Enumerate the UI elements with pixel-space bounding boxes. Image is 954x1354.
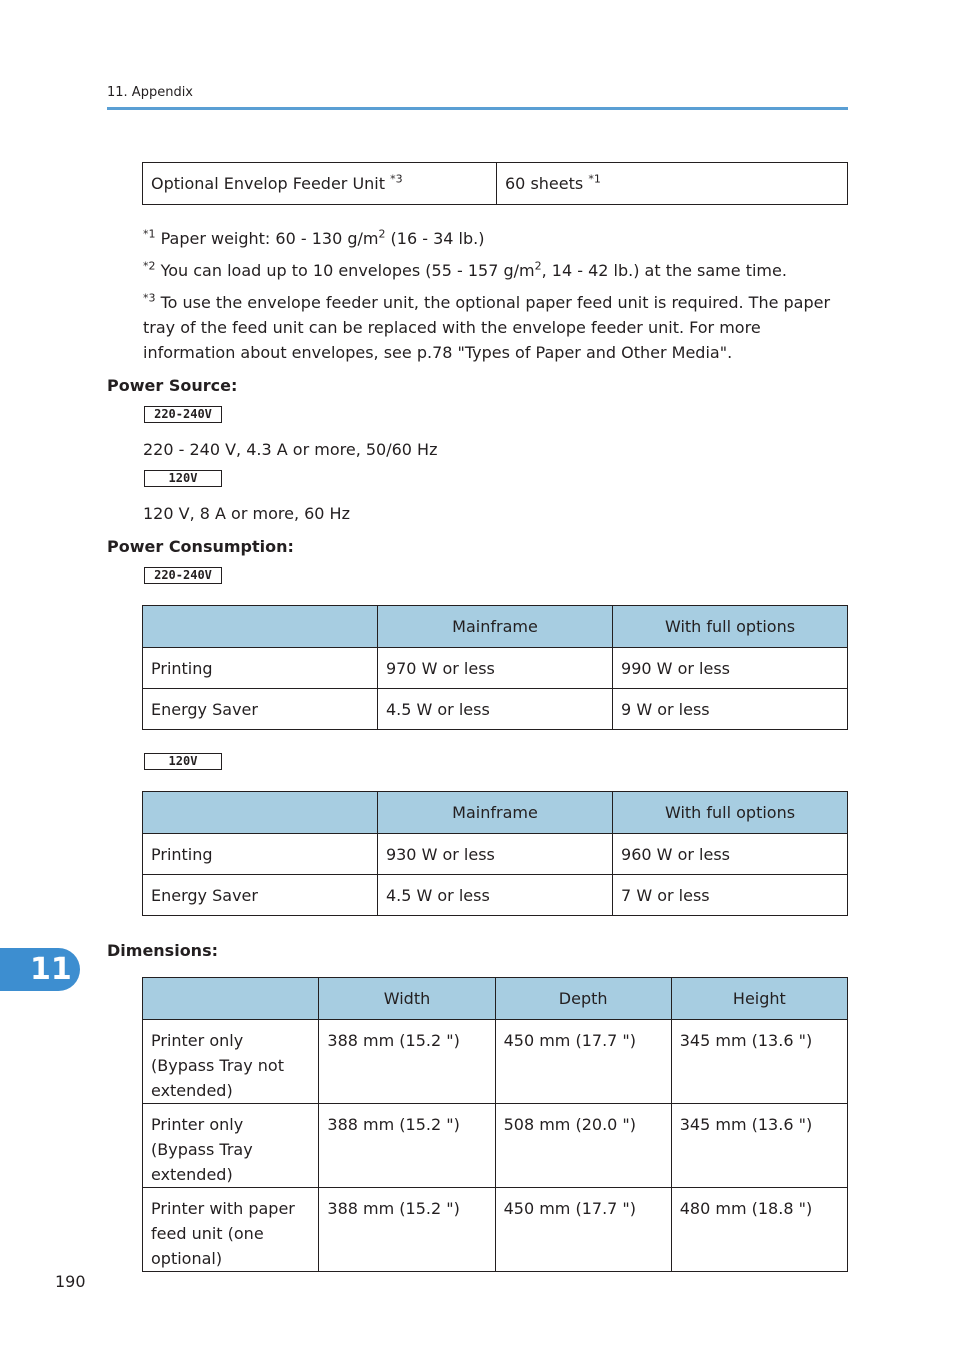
footnote-text: (16 - 34 lb.) — [385, 229, 485, 248]
row-label: Energy Saver — [143, 689, 378, 730]
footnote-mark: *1 — [588, 172, 601, 186]
table-row — [143, 689, 848, 730]
page-number: 190 — [55, 1272, 86, 1291]
dimensions-heading: Dimensions: — [107, 941, 218, 960]
cell-width: 388 mm (15.2 ") — [319, 1020, 495, 1104]
table-header-row — [143, 978, 848, 1020]
envelope-feeder-table — [142, 162, 848, 205]
table-header-row — [143, 606, 848, 648]
header-cell-mainframe: Mainframe — [377, 792, 612, 834]
footnote-1 — [143, 226, 853, 251]
cell-full-options: 9 W or less — [613, 689, 848, 730]
cell-width: 388 mm (15.2 ") — [319, 1104, 495, 1188]
table-cell — [143, 163, 497, 205]
power-source-220-text: 220 - 240 V, 4.3 A or more, 50/60 Hz — [143, 440, 438, 459]
table-row — [143, 163, 848, 205]
footnote-mark: *3 — [143, 291, 156, 305]
table-row — [143, 1020, 848, 1104]
power-consumption-heading: Power Consumption: — [107, 537, 294, 556]
row-label: Printer only (Bypass Tray extended) — [143, 1104, 319, 1188]
breadcrumb: 11. Appendix — [107, 85, 193, 100]
cell-depth: 508 mm (20.0 ") — [495, 1104, 671, 1188]
header-cell-empty — [143, 606, 378, 648]
row-label: Printer with paper feed unit (one optional) — [143, 1188, 319, 1272]
cell-height: 345 mm (13.6 ") — [671, 1020, 847, 1104]
superscript: 2 — [378, 227, 386, 241]
table-row — [143, 1104, 848, 1188]
chapter-tab: 11 — [0, 948, 80, 991]
cell-width: 388 mm (15.2 ") — [319, 1188, 495, 1272]
power-source-120-text: 120 V, 8 A or more, 60 Hz — [143, 504, 350, 523]
cell-mainframe: 970 W or less — [377, 648, 612, 689]
cell-depth: 450 mm (17.7 ") — [495, 1020, 671, 1104]
table-row — [143, 648, 848, 689]
footnote-mark: *3 — [390, 172, 403, 186]
table-header-row — [143, 792, 848, 834]
cell-height: 345 mm (13.6 ") — [671, 1104, 847, 1188]
header-cell-full-options: With full options — [613, 792, 848, 834]
cell-mainframe: 930 W or less — [377, 834, 612, 875]
header-cell-empty — [143, 792, 378, 834]
voltage-badge-120: 120V — [144, 753, 222, 770]
footnote-text: Paper weight: 60 - 130 g/m — [155, 229, 379, 248]
footnote-mark: *1 — [143, 227, 156, 241]
cell-full-options: 7 W or less — [613, 875, 848, 916]
cell-mainframe: 4.5 W or less — [377, 689, 612, 730]
cell-mainframe: 4.5 W or less — [377, 875, 612, 916]
header-cell-empty — [143, 978, 319, 1020]
footnote-2 — [143, 258, 853, 283]
superscript: 2 — [534, 259, 542, 273]
row-label: Printer only (Bypass Tray not extended) — [143, 1020, 319, 1104]
footnote-mark: *2 — [143, 259, 156, 273]
voltage-badge-220: 220-240V — [144, 567, 222, 584]
row-label: Printing — [143, 834, 378, 875]
table-cell — [497, 163, 848, 205]
header-cell-mainframe: Mainframe — [377, 606, 612, 648]
footnote-text: You can load up to 10 envelopes (55 - 157 g/m — [155, 261, 535, 280]
table-row — [143, 875, 848, 916]
footnote-text: To use the envelope feeder unit, the optional paper feed unit is required. The paper tray of the feed unit can be replaced with the envelope feeder unit. For more information about envelopes, see p.78 "Types of Paper and Other Media". — [143, 293, 831, 362]
header-cell-width: Width — [319, 978, 495, 1020]
voltage-badge-120: 120V — [144, 470, 222, 487]
table-row — [143, 1188, 848, 1272]
cell-height: 480 mm (18.8 ") — [671, 1188, 847, 1272]
cell-text: 60 sheets — [505, 174, 589, 193]
cell-full-options: 960 W or less — [613, 834, 848, 875]
power-table-120 — [142, 791, 848, 916]
row-label: Printing — [143, 648, 378, 689]
header-cell-full-options: With full options — [613, 606, 848, 648]
voltage-badge-220: 220-240V — [144, 406, 222, 423]
header-cell-depth: Depth — [495, 978, 671, 1020]
footnote-text: , 14 - 42 lb.) at the same time. — [541, 261, 787, 280]
dimensions-table — [142, 977, 848, 1272]
header-cell-height: Height — [671, 978, 847, 1020]
cell-depth: 450 mm (17.7 ") — [495, 1188, 671, 1272]
footnote-3 — [143, 290, 853, 365]
table-row — [143, 834, 848, 875]
row-label: Energy Saver — [143, 875, 378, 916]
cell-full-options: 990 W or less — [613, 648, 848, 689]
cell-text: Optional Envelop Feeder Unit — [151, 174, 391, 193]
power-source-heading: Power Source: — [107, 376, 238, 395]
header-rule — [107, 107, 848, 110]
power-table-220 — [142, 605, 848, 730]
